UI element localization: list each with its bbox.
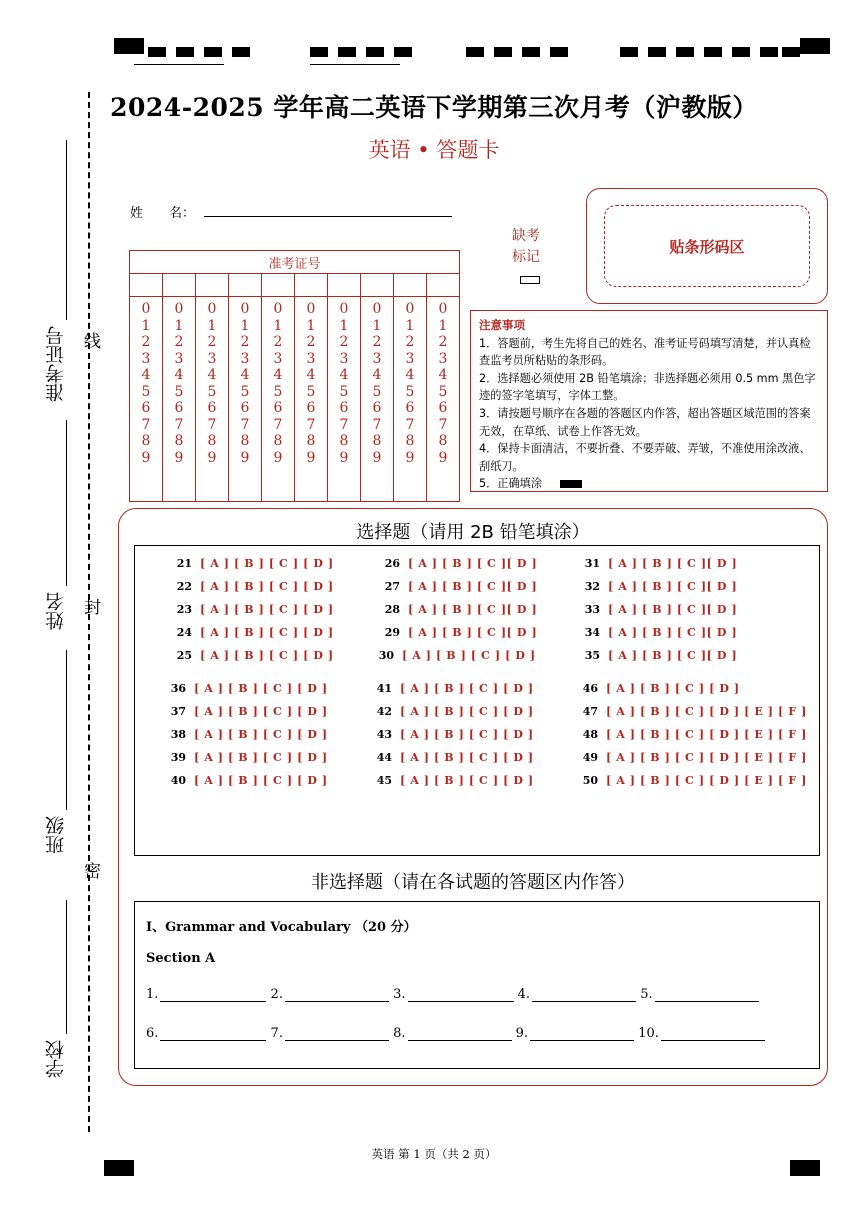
section-a-label: Section A [146,951,216,966]
timing-mark [620,47,638,57]
tick-line [134,64,224,65]
absent-label [512,226,540,268]
timing-mark [114,38,144,54]
timing-mark [394,47,412,57]
page-title: 2024-2025 学年高二英语下学期第三次月考（沪教版） [110,93,758,122]
absent-label-line1: 缺考 [512,228,540,244]
answer-blank-5[interactable] [655,987,759,1002]
blank-label: 3. [393,987,406,1002]
correct-fill-sample [560,480,582,488]
mc-question-49[interactable]: 49 [ A ] [ B ] [ C ] [ D ] [ E ] [ F ] [582,751,807,764]
name-label: 姓 名： [130,206,196,221]
blank-label: 1. [146,987,159,1002]
page-footer: 英语 第 1 页（共 2 页） [371,1147,497,1161]
digit-column[interactable]: 0 1 2 3 4 5 6 7 8 9 [196,297,229,502]
timing-mark [466,47,484,57]
timing-mark [676,47,694,57]
notice-correct-fill [479,475,821,493]
answer-blank-1[interactable] [160,987,266,1002]
mc-question-44[interactable]: 44 [ A ] [ B ] [ C ] [ D ] [376,751,534,764]
timing-mark [732,47,750,57]
timing-mark [550,47,568,57]
side-ticket-label: 准考证号 [45,326,67,402]
cut-close-mark: 密 [80,862,100,879]
timing-mark [338,47,356,57]
correct-fill-label: 5．正确填涂 [479,477,543,491]
timing-mark [148,47,166,57]
mc-question-43[interactable]: 43 [ A ] [ B ] [ C ] [ D ] [376,728,534,741]
blank-label: 6. [146,1026,159,1041]
mc-question-25[interactable]: 25 [ A ] [ B ] [ C ] [ D ] [176,649,334,662]
timing-mark [366,47,384,57]
mc-question-31[interactable]: 31 [ A ] [ B ] [ C ][ D ] [584,557,738,570]
blank-label: 8. [393,1026,406,1041]
exam-no-write-cell[interactable] [361,274,394,297]
barcode-area [604,205,810,287]
exam-no-write-cell[interactable] [196,274,229,297]
exam-number-grid [129,250,460,502]
exam-no-write-cell[interactable] [229,274,262,297]
answer-blank-10[interactable] [661,1026,765,1041]
timing-mark [232,47,250,57]
digit-column[interactable]: 0 1 2 3 4 5 6 7 8 9 [361,297,394,502]
side-name-line [66,420,67,586]
section-title: I、Grammar and Vocabulary （20 分） [146,920,417,935]
notice-item: 4．保持卡面清洁，不要折叠、不要弄破、弄皱，不准使用涂改液、刮纸刀。 [479,442,811,473]
mc-question-48[interactable]: 48 [ A ] [ B ] [ C ] [ D ] [ E ] [ F ] [582,728,807,741]
mc-question-28[interactable]: 28 [ A ] [ B ] [ C ][ D ] [384,603,538,616]
mc-question-23[interactable]: 23 [ A ] [ B ] [ C ] [ D ] [176,603,334,616]
answer-blank-7[interactable] [285,1026,389,1041]
absent-checkbox[interactable] [520,276,540,284]
timing-mark [176,47,194,57]
digit-column[interactable]: 0 1 2 3 4 5 6 7 8 9 [328,297,361,502]
answer-blank-3[interactable] [408,987,514,1002]
exam-no-write-cell[interactable] [295,274,328,297]
mc-question-45[interactable]: 45 [ A ] [ B ] [ C ] [ D ] [376,774,534,787]
digit-column[interactable]: 0 1 2 3 4 5 6 7 8 9 [163,297,196,502]
cut-line-mark: 线 [80,332,100,349]
name-input[interactable] [204,216,452,217]
timing-mark [204,47,222,57]
non-mc-title: 非选择题（请在各试题的答题区内作答） [311,872,635,893]
page-subtitle: 英语 • 答题卡 [368,138,500,162]
notice-item: 3．请按题号顺序在各题的答题区内作答，超出答题区域范围的答案无效，在草纸、试卷上作答无效。 [479,406,811,438]
mc-question-39[interactable]: 39 [ A ] [ B ] [ C ] [ D ] [170,751,328,764]
digit-column[interactable]: 0 1 2 3 4 5 6 7 8 9 [130,297,163,502]
answer-blank-6[interactable] [160,1026,266,1041]
mc-question-29[interactable]: 29 [ A ] [ B ] [ C ][ D ] [384,626,538,639]
answer-blank-8[interactable] [408,1026,512,1041]
mc-question-41[interactable]: 41 [ A ] [ B ] [ C ] [ D ] [376,682,534,695]
mc-question-38[interactable]: 38 [ A ] [ B ] [ C ] [ D ] [170,728,328,741]
digit-column[interactable]: 0 1 2 3 4 5 6 7 8 9 [262,297,295,502]
mc-question-26[interactable]: 26 [ A ] [ B ] [ C ][ D ] [384,557,538,570]
timing-mark [800,38,830,54]
timing-mark [648,47,666,57]
timing-mark [782,47,800,57]
notice-item: 1．答题前，考生先将自己的姓名、准考证号码填写清楚，并认真检查监考员所粘贴的条形码。 [479,336,811,368]
timing-mark [522,47,540,57]
side-name-label: 姓名 [45,592,67,630]
exam-no-write-cell[interactable] [328,274,361,297]
answer-blank-2[interactable] [285,987,389,1002]
blank-label: 10. [638,1026,659,1041]
timing-mark [104,1160,134,1176]
side-school-line [66,900,67,1034]
exam-no-write-cell[interactable] [262,274,295,297]
exam-no-write-cell[interactable] [427,274,460,297]
answer-blank-9[interactable] [530,1026,634,1041]
mc-question-47[interactable]: 47 [ A ] [ B ] [ C ] [ D ] [ E ] [ F ] [582,705,807,718]
blank-row-1 [146,987,759,1002]
timing-mark [760,47,778,57]
absent-label-line2: 标记 [512,249,540,265]
mc-question-35[interactable]: 35 [ A ] [ B ] [ C ][ D ] [584,649,738,662]
digit-column[interactable]: 0 1 2 3 4 5 6 7 8 9 [229,297,262,502]
exam-no-write-cell[interactable] [163,274,196,297]
digit-column[interactable]: 0 1 2 3 4 5 6 7 8 9 [394,297,427,502]
mc-question-27[interactable]: 27 [ A ] [ B ] [ C ][ D ] [384,580,538,593]
blank-label: 5. [640,987,653,1002]
exam-no-write-cell[interactable] [394,274,427,297]
mc-question-21[interactable]: 21 [ A ] [ B ] [ C ] [ D ] [176,557,334,570]
notice-box [470,310,828,492]
mc-question-46[interactable]: 46 [ A ] [ B ] [ C ] [ D ] [582,682,740,695]
mc-question-36[interactable]: 36 [ A ] [ B ] [ C ] [ D ] [170,682,328,695]
mc-question-50[interactable]: 50 [ A ] [ B ] [ C ] [ D ] [ E ] [ F ] [582,774,807,787]
timing-mark [704,47,722,57]
blank-label: 4. [517,987,531,1002]
timing-mark [310,47,328,57]
mc-question-22[interactable]: 22 [ A ] [ B ] [ C ] [ D ] [176,580,334,593]
mc-title: 选择题（请用 2B 铅笔填涂） [356,522,590,543]
blank-label: 9. [515,1026,529,1041]
timing-mark [790,1160,820,1176]
notice-title: 注意事项 [479,318,525,332]
mc-question-24[interactable]: 24 [ A ] [ B ] [ C ] [ D ] [176,626,334,639]
tick-line [310,64,400,65]
mc-question-40[interactable]: 40 [ A ] [ B ] [ C ] [ D ] [170,774,328,787]
answer-blank-4[interactable] [532,987,636,1002]
blank-row-2 [146,1026,765,1041]
exam-no-write-cell[interactable] [130,274,163,297]
mc-question-30[interactable]: 30 [ A ] [ B ] [ C ] [ D ] [378,649,536,662]
side-class-label: 班级 [45,816,67,854]
side-ticket-line [66,140,67,320]
digit-column[interactable]: 0 1 2 3 4 5 6 7 8 9 [427,297,460,502]
cut-seal-mark: 封 [80,598,100,615]
timing-mark [494,47,512,57]
mc-question-32[interactable]: 32 [ A ] [ B ] [ C ][ D ] [584,580,738,593]
barcode-label: 贴条形码区 [669,237,745,256]
side-class-line [66,650,67,810]
mc-question-33[interactable]: 33 [ A ] [ B ] [ C ][ D ] [584,603,738,616]
side-school-label: 学校 [45,1040,67,1078]
mc-question-42[interactable]: 42 [ A ] [ B ] [ C ] [ D ] [376,705,534,718]
blank-label: 7. [270,1026,283,1041]
mc-question-34[interactable]: 34 [ A ] [ B ] [ C ][ D ] [584,626,738,639]
notice-item: 2．选择题必须使用 2B 铅笔填涂；非选择题必须用 0.5 mm 黑色字迹的签字笔填写，字体工整。 [479,371,816,403]
mc-question-37[interactable]: 37 [ A ] [ B ] [ C ] [ D ] [170,705,328,718]
exam-no-header: 准考证号 [130,251,460,274]
blank-label: 2. [270,987,283,1002]
digit-column[interactable]: 0 1 2 3 4 5 6 7 8 9 [295,297,328,502]
